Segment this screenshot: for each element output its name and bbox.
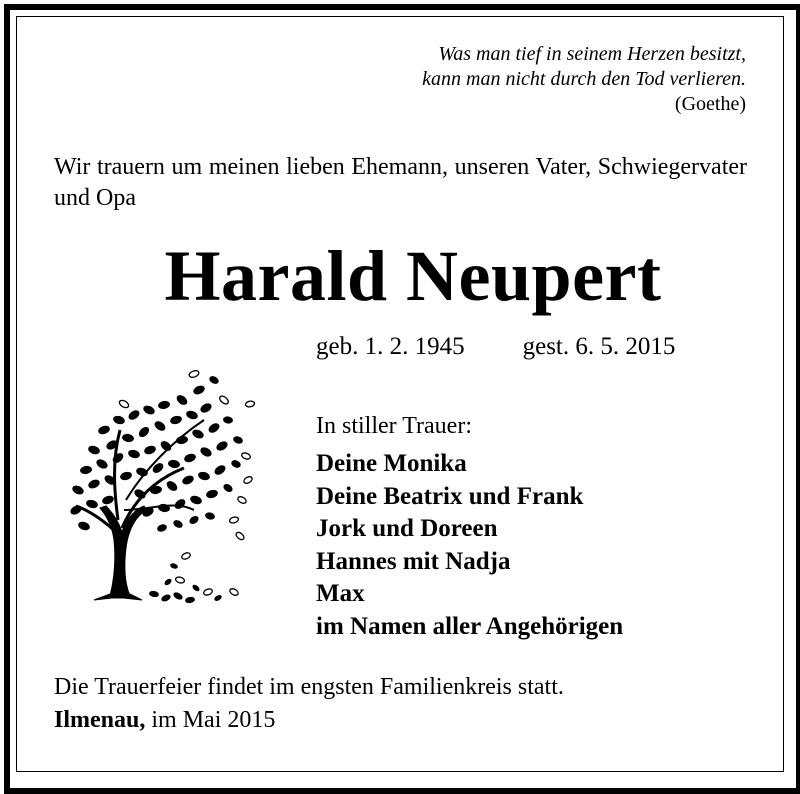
mourner-name: Max: [316, 580, 365, 607]
quote-line-2: kann man nicht durch den Tod verlieren.: [422, 68, 746, 90]
mourners-list: [316, 448, 776, 643]
deceased-name: Harald Neupert: [164, 236, 662, 316]
mourner-name: Jork und Doreen: [316, 515, 498, 542]
mourners-label: In stiller Trauer:: [316, 413, 472, 439]
death-date: gest. 6. 5. 2015: [522, 333, 676, 360]
place-city: Ilmenau,: [54, 707, 146, 733]
mourner-name: Deine Beatrix und Frank: [316, 482, 584, 510]
birth-date: geb. 1. 2. 1945: [316, 333, 465, 360]
quote-author: (Goethe): [674, 93, 746, 115]
place-date: im Mai 2015: [145, 707, 276, 733]
windblown-tree-icon: [64, 360, 264, 610]
goethe-quote: [246, 42, 746, 117]
mourner-name: Hannes mit Nadja: [316, 547, 511, 575]
funeral-note: Die Trauerfeier findet im engsten Familienkreis statt.: [54, 674, 564, 700]
intro-text: Wir trauern um meinen lieben Ehemann, unseren Vater, Schwiegervater und Opa: [54, 154, 747, 211]
mourners-block: [316, 410, 776, 643]
mourner-name: im Namen aller Angehörigen: [316, 612, 624, 640]
quote-line-1: Was man tief in seinem Herzen besitzt,: [438, 43, 746, 65]
life-dates: [316, 332, 675, 362]
place-and-date: [54, 705, 275, 736]
mourner-name: Deine Monika: [316, 450, 467, 477]
